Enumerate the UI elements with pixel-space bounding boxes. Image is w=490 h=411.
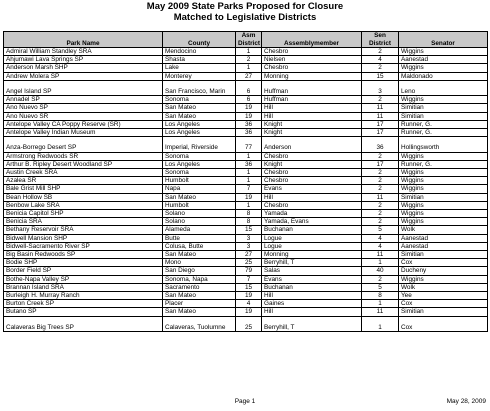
cell-senator: Wiggins [399, 169, 488, 177]
cell-sen-district: 40 [362, 267, 399, 275]
table-row [4, 226, 488, 234]
cell-asm-district: 19 [236, 308, 262, 316]
cell-park-name: Andrew Molera SP [4, 72, 163, 80]
cell-sen-district: 4 [362, 242, 399, 250]
cell-asm-district: 25 [236, 316, 262, 331]
cell-assemblymember: Berryhill, T [262, 259, 362, 267]
cell-senator: Leno [399, 80, 488, 95]
cell-senator: Wiggins [399, 48, 488, 56]
cell-park-name: Bale Grist Mill SHP [4, 185, 163, 193]
cell-sen-district: 11 [362, 308, 399, 316]
cell-assemblymember: Hill [262, 104, 362, 112]
cell-asm-district: 19 [236, 292, 262, 300]
cell-sen-district: 2 [362, 201, 399, 209]
table-row [4, 275, 488, 283]
cell-county: Sonoma [163, 96, 236, 104]
table-row [4, 259, 488, 267]
cell-park-name: Burleigh H. Murray Ranch [4, 292, 163, 300]
cell-asm-district: 3 [236, 234, 262, 242]
cell-assemblymember: Gaines [262, 300, 362, 308]
cell-park-name: Bidwell-Sacramento River SP [4, 242, 163, 250]
cell-county: Placer [163, 300, 236, 308]
cell-sen-district: 17 [362, 160, 399, 168]
cell-county: Colusa, Butte [163, 242, 236, 250]
cell-sen-district: 17 [362, 129, 399, 137]
table-row [4, 193, 488, 201]
cell-sen-district: 11 [362, 112, 399, 120]
cell-county: Humbolt [163, 201, 236, 209]
cell-assemblymember: Knight [262, 160, 362, 168]
cell-asm-district: 1 [236, 177, 262, 185]
cell-senator: Cox [399, 316, 488, 331]
cell-assemblymember: Salas [262, 267, 362, 275]
cell-county: Sonoma [163, 152, 236, 160]
cell-park-name: Armstrong Redwoods SR [4, 152, 163, 160]
cell-asm-district: 8 [236, 210, 262, 218]
cell-assemblymember: Chesbro [262, 64, 362, 72]
cell-county: Monterey [163, 72, 236, 80]
cell-county: Imperial, Riverside [163, 137, 236, 152]
cell-asm-district: 3 [236, 242, 262, 250]
cell-county: Sonoma, Napa [163, 275, 236, 283]
cell-county: Los Angeles [163, 160, 236, 168]
cell-sen-district: 5 [362, 283, 399, 291]
table-row [4, 267, 488, 275]
cell-assemblymember: Knight [262, 120, 362, 128]
table-row [4, 64, 488, 72]
table-row [4, 292, 488, 300]
cell-asm-district: 1 [236, 169, 262, 177]
page-number: Page 1 [234, 398, 256, 405]
cell-senator: Wiggins [399, 210, 488, 218]
table-row [4, 129, 488, 137]
cell-park-name: Annadel SP [4, 96, 163, 104]
table-row [4, 242, 488, 250]
cell-assemblymember: Anderson [262, 137, 362, 152]
cell-sen-district: 11 [362, 251, 399, 259]
cell-county: San Diego [163, 267, 236, 275]
cell-county: San Francisco, Marin [163, 80, 236, 95]
table-row [4, 112, 488, 120]
cell-park-name: Border Field SP [4, 267, 163, 275]
cell-assemblymember: Berryhill, T [262, 316, 362, 331]
cell-county: Humbolt [163, 177, 236, 185]
cell-county: Mendocino [163, 48, 236, 56]
cell-county: Solano [163, 210, 236, 218]
table-row [4, 169, 488, 177]
cell-senator: Cox [399, 300, 488, 308]
cell-asm-district: 36 [236, 129, 262, 137]
col-header-park-name: Park Name [4, 32, 163, 48]
cell-park-name: Ano Nuevo SR [4, 112, 163, 120]
table-row [4, 300, 488, 308]
table-row [4, 160, 488, 168]
cell-assemblymember: Hill [262, 112, 362, 120]
header-row [4, 32, 488, 48]
cell-senator: Simitian [399, 112, 488, 120]
cell-park-name: Admiral William Standley SRA [4, 48, 163, 56]
cell-park-name: Antelope Valley CA Poppy Reserve (SR) [4, 120, 163, 128]
cell-asm-district: 79 [236, 267, 262, 275]
cell-asm-district: 6 [236, 80, 262, 95]
cell-park-name: Bean Hollow SB [4, 193, 163, 201]
cell-senator: Wiggins [399, 185, 488, 193]
cell-county: San Mateo [163, 112, 236, 120]
cell-asm-district: 77 [236, 137, 262, 152]
col-header-senator: Senator [399, 32, 488, 48]
cell-sen-district: 11 [362, 104, 399, 112]
table-row [4, 177, 488, 185]
cell-assemblymember: Evans [262, 185, 362, 193]
cell-assemblymember: Chesbro [262, 201, 362, 209]
cell-assemblymember: Monning [262, 251, 362, 259]
cell-county: Los Angeles [163, 120, 236, 128]
table-row [4, 234, 488, 242]
cell-park-name: Bothe-Napa Valley SP [4, 275, 163, 283]
cell-senator: Runner, G. [399, 160, 488, 168]
cell-asm-district: 19 [236, 112, 262, 120]
parks-table [3, 31, 488, 332]
cell-sen-district: 2 [362, 96, 399, 104]
cell-senator: Wolk [399, 226, 488, 234]
cell-senator: Cox [399, 259, 488, 267]
cell-county: San Mateo [163, 308, 236, 316]
cell-senator: Maldonado [399, 72, 488, 80]
cell-sen-district: 15 [362, 72, 399, 80]
table-row [4, 96, 488, 104]
cell-sen-district: 2 [362, 64, 399, 72]
cell-sen-district: 2 [362, 152, 399, 160]
cell-sen-district: 11 [362, 193, 399, 201]
cell-senator: Simitian [399, 308, 488, 316]
cell-sen-district: 2 [362, 210, 399, 218]
cell-sen-district: 4 [362, 234, 399, 242]
cell-asm-district: 7 [236, 185, 262, 193]
cell-asm-district: 27 [236, 72, 262, 80]
cell-sen-district: 1 [362, 259, 399, 267]
cell-senator: Wiggins [399, 177, 488, 185]
cell-senator: Wiggins [399, 152, 488, 160]
cell-asm-district: 15 [236, 283, 262, 291]
cell-senator: Aanestad [399, 234, 488, 242]
cell-park-name: Angel Island SP [4, 80, 163, 95]
report-date: May 28, 2009 [446, 398, 486, 405]
cell-county: Calaveras, Tuolumne [163, 316, 236, 331]
cell-sen-district: 2 [362, 169, 399, 177]
cell-senator: Simitian [399, 251, 488, 259]
cell-sen-district: 17 [362, 120, 399, 128]
cell-county: Sonoma [163, 169, 236, 177]
table-row [4, 210, 488, 218]
cell-county: Butte [163, 234, 236, 242]
cell-asm-district: 8 [236, 218, 262, 226]
cell-assemblymember: Chesbro [262, 169, 362, 177]
cell-sen-district: 3 [362, 80, 399, 95]
cell-senator: Aanestad [399, 242, 488, 250]
col-header-asm-district: Asm District [236, 32, 262, 48]
cell-sen-district: 2 [362, 275, 399, 283]
cell-assemblymember: Evans [262, 275, 362, 283]
cell-park-name: Ano Nuevo SP [4, 104, 163, 112]
cell-asm-district: 25 [236, 259, 262, 267]
cell-county: Sacramento [163, 283, 236, 291]
cell-county: San Mateo [163, 292, 236, 300]
cell-county: Alameda [163, 226, 236, 234]
cell-asm-district: 4 [236, 300, 262, 308]
cell-senator: Wiggins [399, 64, 488, 72]
cell-county: Napa [163, 185, 236, 193]
cell-park-name: Antelope Valley Indian Museum [4, 129, 163, 137]
cell-park-name: Ahjumawi Lava Springs SP [4, 56, 163, 64]
cell-senator: Wolk [399, 283, 488, 291]
cell-assemblymember: Monning [262, 72, 362, 80]
table-row [4, 218, 488, 226]
cell-assemblymember: Chesbro [262, 48, 362, 56]
cell-senator: Simitian [399, 104, 488, 112]
cell-park-name: Austin Creek SRA [4, 169, 163, 177]
cell-sen-district: 36 [362, 137, 399, 152]
cell-park-name: Bidwell Mansion SHP [4, 234, 163, 242]
cell-assemblymember: Hill [262, 308, 362, 316]
cell-park-name: Butano SP [4, 308, 163, 316]
cell-park-name: Benicia SRA [4, 218, 163, 226]
cell-asm-district: 36 [236, 160, 262, 168]
cell-assemblymember: Logue [262, 234, 362, 242]
cell-sen-district: 8 [362, 292, 399, 300]
cell-sen-district: 1 [362, 300, 399, 308]
table-row [4, 137, 488, 152]
table-row [4, 72, 488, 80]
col-header-assemblymember: Assemblymember [262, 32, 362, 48]
cell-park-name: Arthur B. Ripley Desert Woodland SP [4, 160, 163, 168]
cell-senator: Yee [399, 292, 488, 300]
table-row [4, 56, 488, 64]
table-row [4, 104, 488, 112]
cell-assemblymember: Chesbro [262, 177, 362, 185]
cell-park-name: Azalea SR [4, 177, 163, 185]
table-row [4, 152, 488, 160]
table-row [4, 80, 488, 95]
table-row [4, 283, 488, 291]
col-header-sen-district: Sen District [362, 32, 399, 48]
cell-assemblymember: Hill [262, 292, 362, 300]
cell-assemblymember: Knight [262, 129, 362, 137]
cell-sen-district: 5 [362, 226, 399, 234]
table-row [4, 120, 488, 128]
cell-assemblymember: Buchanan [262, 226, 362, 234]
table-row [4, 308, 488, 316]
cell-asm-district: 6 [236, 96, 262, 104]
cell-county: Shasta [163, 56, 236, 64]
cell-county: San Mateo [163, 193, 236, 201]
cell-sen-district: 2 [362, 48, 399, 56]
col-header-county: County [163, 32, 236, 48]
table-row [4, 185, 488, 193]
cell-assemblymember: Buchanan [262, 283, 362, 291]
page-title: May 2009 State Parks Proposed for Closure [146, 1, 344, 12]
cell-sen-district: 2 [362, 218, 399, 226]
cell-asm-district: 1 [236, 48, 262, 56]
cell-senator: Wiggins [399, 218, 488, 226]
cell-park-name: Anderson Marsh SHP [4, 64, 163, 72]
cell-park-name: Bodie SHP [4, 259, 163, 267]
cell-park-name: Benicia Capitol SHP [4, 210, 163, 218]
cell-assemblymember: Hill [262, 193, 362, 201]
cell-assemblymember: Chesbro [262, 152, 362, 160]
cell-senator: Ducheny [399, 267, 488, 275]
cell-senator: Runner, G. [399, 129, 488, 137]
cell-asm-district: 7 [236, 275, 262, 283]
cell-park-name: Big Basin Redwoods SP [4, 251, 163, 259]
cell-county: San Mateo [163, 251, 236, 259]
cell-asm-district: 19 [236, 193, 262, 201]
cell-county: San Mateo [163, 104, 236, 112]
cell-sen-district: 2 [362, 177, 399, 185]
cell-senator: Hollingsworth [399, 137, 488, 152]
cell-sen-district: 2 [362, 185, 399, 193]
cell-park-name: Benbow Lake SRA [4, 201, 163, 209]
cell-assemblymember: Yamada [262, 210, 362, 218]
cell-assemblymember: Huffman [262, 96, 362, 104]
cell-senator: Wiggins [399, 96, 488, 104]
cell-county: Mono [163, 259, 236, 267]
cell-asm-district: 1 [236, 201, 262, 209]
cell-assemblymember: Logue [262, 242, 362, 250]
table-row [4, 316, 488, 331]
cell-sen-district: 4 [362, 56, 399, 64]
cell-asm-district: 36 [236, 120, 262, 128]
cell-park-name: Burton Creek SP [4, 300, 163, 308]
cell-asm-district: 19 [236, 104, 262, 112]
cell-sen-district: 1 [362, 316, 399, 331]
cell-assemblymember: Huffman [262, 80, 362, 95]
table-row [4, 48, 488, 56]
cell-park-name: Brannan Island SRA [4, 283, 163, 291]
cell-park-name: Anza-Borrego Desert SP [4, 137, 163, 152]
cell-county: Solano [163, 218, 236, 226]
cell-asm-district: 2 [236, 56, 262, 64]
cell-assemblymember: Yamada, Evans [262, 218, 362, 226]
cell-senator: Aanestad [399, 56, 488, 64]
table-row [4, 251, 488, 259]
cell-asm-district: 27 [236, 251, 262, 259]
cell-asm-district: 1 [236, 64, 262, 72]
table-row [4, 201, 488, 209]
cell-asm-district: 15 [236, 226, 262, 234]
cell-assemblymember: Nielsen [262, 56, 362, 64]
cell-county: Los Angeles [163, 129, 236, 137]
page-subtitle: Matched to Legislative Districts [173, 12, 317, 23]
table-body [4, 48, 488, 332]
cell-senator: Wiggins [399, 201, 488, 209]
cell-senator: Runner, G. [399, 120, 488, 128]
cell-park-name: Bethany Reservoir SRA [4, 226, 163, 234]
cell-senator: Wiggins [399, 275, 488, 283]
cell-senator: Simitian [399, 193, 488, 201]
cell-county: Lake [163, 64, 236, 72]
cell-park-name: Calaveras Big Trees SP [4, 316, 163, 331]
cell-asm-district: 1 [236, 152, 262, 160]
